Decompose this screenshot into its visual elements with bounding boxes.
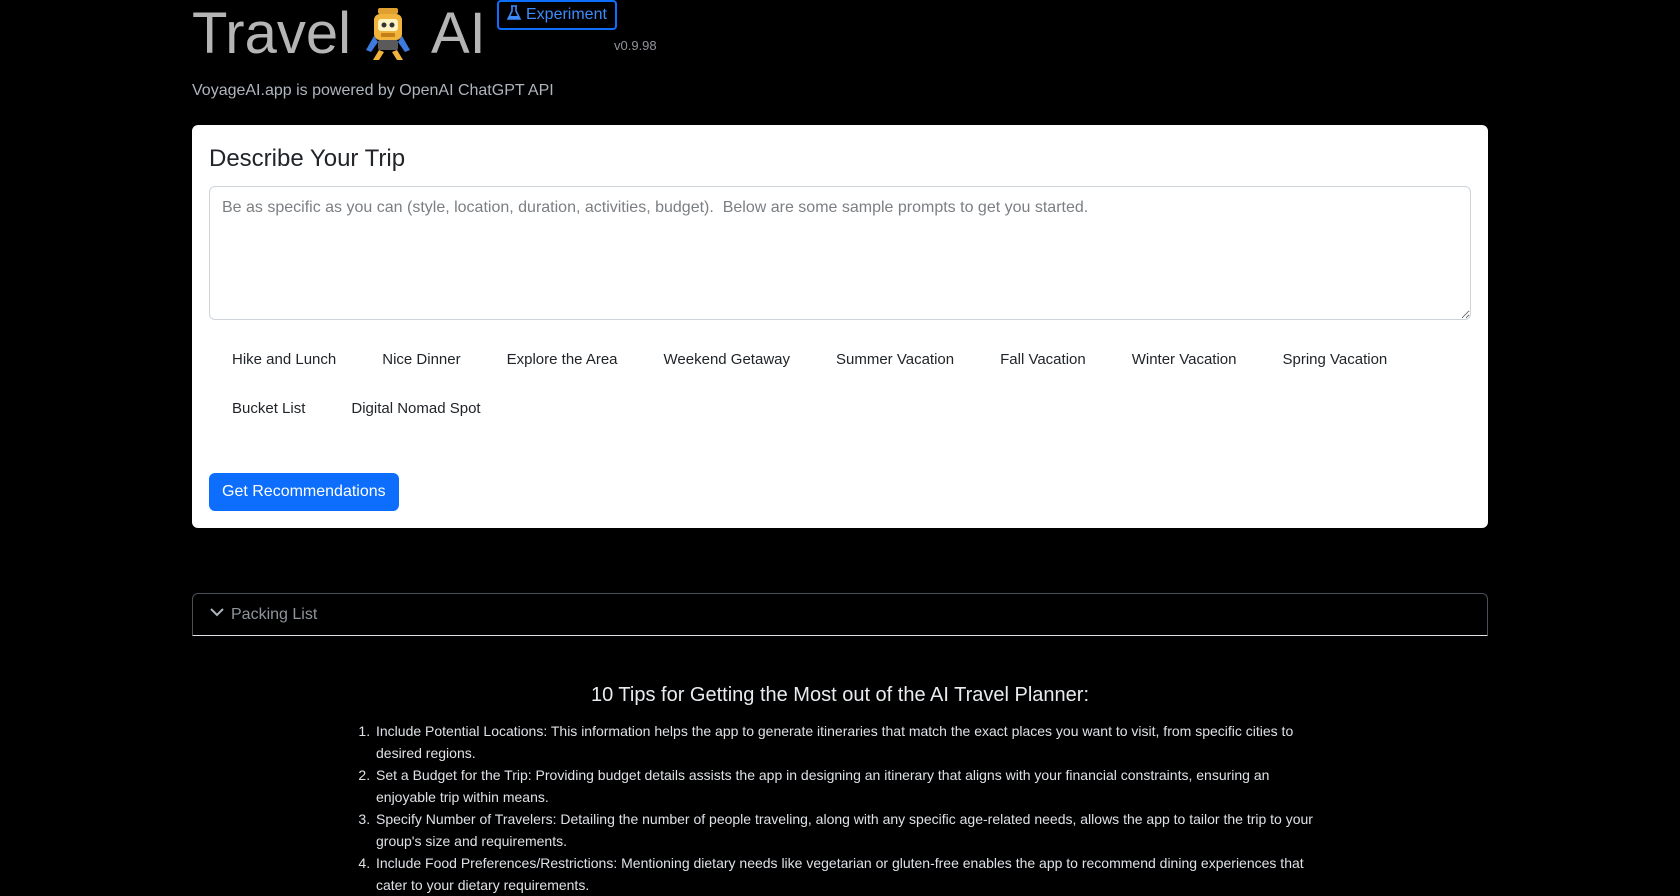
app-header [192,0,792,80]
list-item: 4. Include Food Preferences/Restrictions: Mentioning dietary needs like vegetarian or gluten-free enables the app to recommend dining experiences that cater to your dietary requirements. [374,852,1332,896]
sample-prompts-row-2 [209,389,504,427]
tips-list [354,720,1332,896]
experiment-label: Experiment [526,6,607,23]
app-title [192,0,486,68]
packing-list-label: Packing List [231,605,318,623]
prompt-bucket-list[interactable]: Bucket List [209,389,328,427]
prompt-weekend-getaway[interactable]: Weekend Getaway [641,340,813,378]
prompt-summer-vacation[interactable]: Summer Vacation [813,340,977,378]
prompt-fall-vacation[interactable]: Fall Vacation [977,340,1109,378]
trip-description-input[interactable] [209,186,1471,320]
trip-heading: Describe Your Trip [209,145,406,172]
trip-card [192,125,1488,528]
prompt-spring-vacation[interactable]: Spring Vacation [1259,340,1410,378]
prompt-digital-nomad-spot[interactable]: Digital Nomad Spot [328,389,503,427]
get-recommendations-button[interactable]: Get Recommendations [209,473,399,511]
title-ai: AI [431,1,486,66]
list-item: 2. Set a Budget for the Trip: Providing budget details assists the app in designing an itinerary that aligns with your financial constraints, ensuring an enjoyable trip within means. [374,764,1332,808]
flask-icon [507,5,521,26]
robot-traveler-icon [363,6,413,62]
powered-by-text: VoyageAI.app is powered by OpenAI ChatGPT API [192,82,554,99]
prompt-winter-vacation[interactable]: Winter Vacation [1109,340,1260,378]
list-item: 3. Specify Number of Travelers: Detailing the number of people traveling, along with any specific age-related needs, allows the app to tailor the trip to your group's size and requirements. [374,808,1332,852]
packing-list-accordion[interactable] [192,593,1488,636]
prompt-hike-and-lunch[interactable]: Hike and Lunch [209,340,359,378]
experiment-badge[interactable] [497,0,617,30]
version-label: v0.9.98 [614,38,657,53]
prompt-explore-the-area[interactable]: Explore the Area [484,340,641,378]
tips-title: 10 Tips for Getting the Most out of the AI Travel Planner: [590,684,1090,706]
sample-prompts-row-1 [209,340,1410,378]
title-travel: Travel [192,1,351,66]
chevron-down-icon [209,604,225,625]
list-item: 1. Include Potential Locations: This information helps the app to generate itineraries that match the exact places you want to visit, from specific cities to desired regions. [374,720,1332,764]
prompt-nice-dinner[interactable]: Nice Dinner [359,340,483,378]
